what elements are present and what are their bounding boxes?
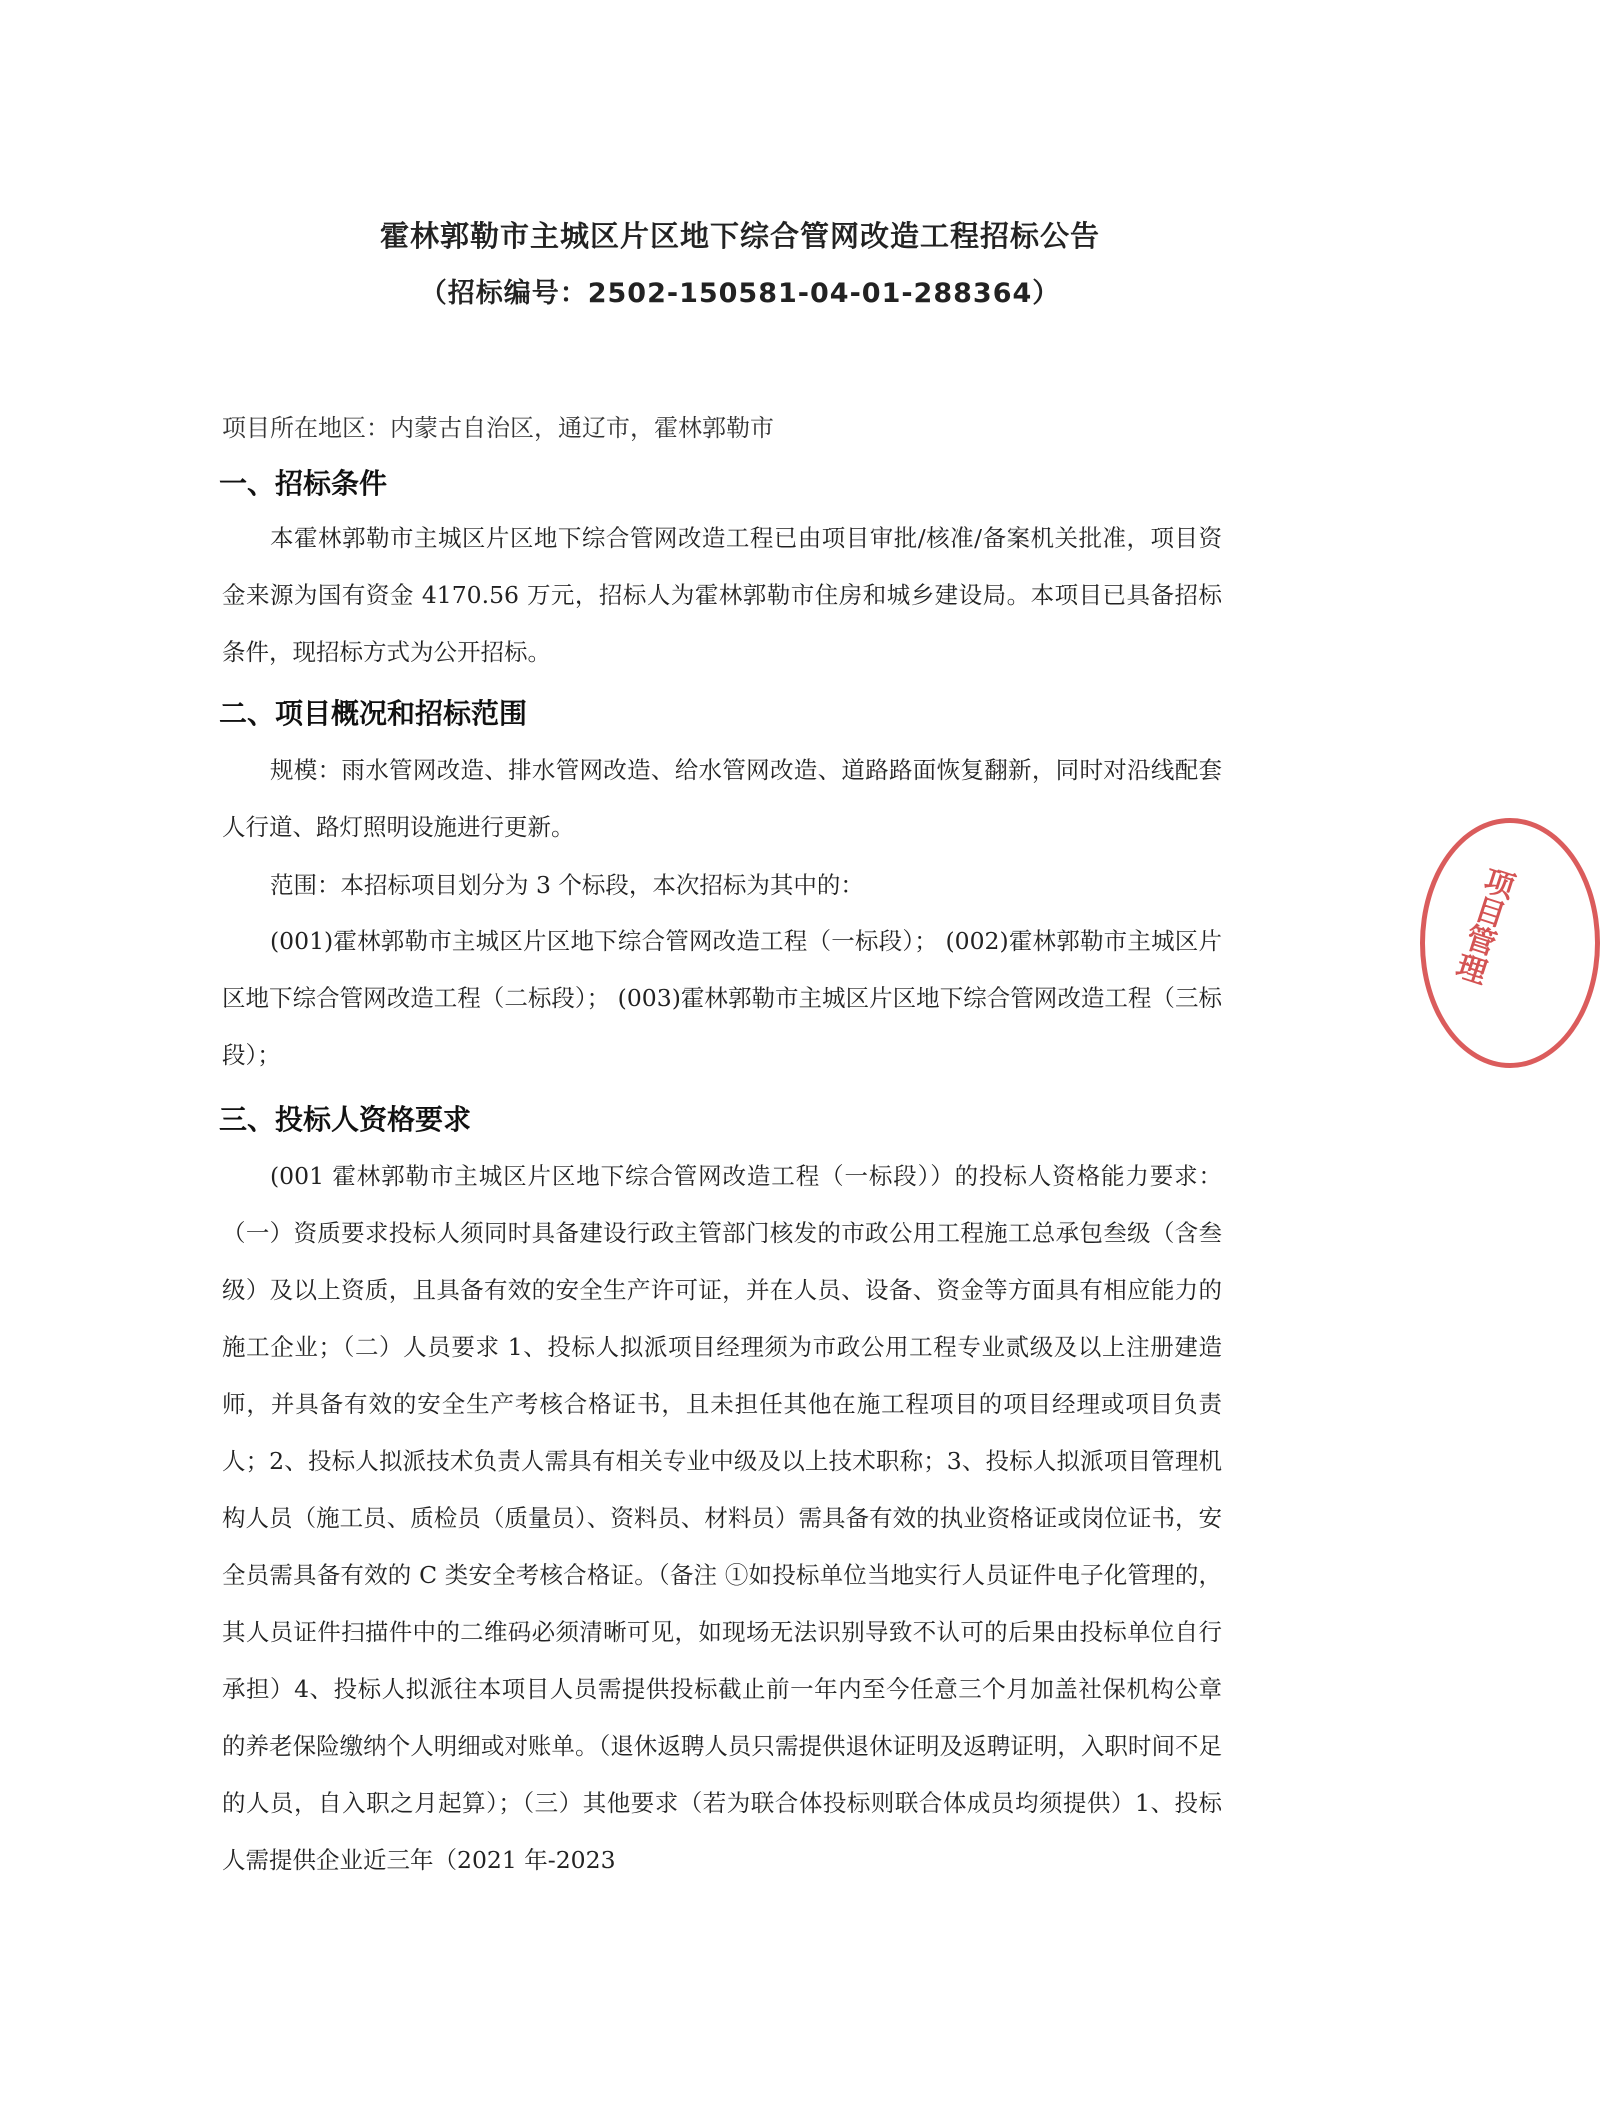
project-scope-paragraph: 范围：本招标项目划分为 3 个标段，本次招标为其中的： <box>270 871 864 899</box>
tender-number: （招标编号：2502-150581-04-01-288364） <box>419 278 1061 309</box>
project-region: 项目所在地区：内蒙古自治区，通辽市，霍林郭勒市 <box>222 414 774 442</box>
tender-conditions-paragraph: 本霍林郭勒市主城区片区地下综合管网改造工程已由项目审批/核准/备案机关批准，项目资金来源为国有资金 4170.56 万元，招标人为霍林郭勒市住房和城乡建设局。本项目已具备招标条件，现招标方式为公开招标。 <box>222 524 1222 666</box>
official-seal <box>1420 818 1600 1068</box>
seal-text: 项目管理 <box>1447 862 1518 988</box>
qualification-paragraph: (001 霍林郭勒市主城区片区地下综合管网改造工程（一标段））的投标人资格能力要求：（一）资质要求投标人须同时具备建设行政主管部门核发的市政公用工程施工总承包叁级（含叁级）及以上资质，且具备有效的安全生产许可证，并在人员、设备、资金等方面具有相应能力的施工企业；（二）人员要求 1、投标人拟派项目经理须为市政公用工程专业贰级及以上注册建造师，并具备有效的安全生产考核合格证书，且未担任其他在施工程项目的项目经理或项目负责人；2、投标人拟派技术负责人需具有相关专业中级及以上技术职称；3、投标人拟派项目管理机构人员（施工员、质检员（质量员）、资料员、材料员）需具备有效的执业资格证或岗位证书，安全员需具备有效的 C 类安全考核合格证。（备注 ①如投标单位当地实行人员证件电子化管理的，其人员证件扫描件中的二维码必须清晰可见，如现场无法识别导致不认可的后果由投标单位自行承担）4、投标人拟派往本项目人员需提供投标截止前一年内至今任意三个月加盖社保机构公章的养老保险缴纳个人明细或对账单。（退休返聘人员只需提供退休证明及返聘证明，入职时间不足的人员，自入职之月起算）；（三）其他要求（若为联合体投标则联合体成员均须提供）1、投标人需提供企业近三年（2021 年-2023 <box>222 1162 1222 1874</box>
lot-list-paragraph: (001)霍林郭勒市主城区片区地下综合管网改造工程（一标段）； (002)霍林郭勒市主城区片区地下综合管网改造工程（二标段）； (003)霍林郭勒市主城区片区地下综合管网改造工程（三标段）； <box>222 927 1222 1069</box>
section-heading-bidder-qualification: 三、投标人资格要求 <box>219 1103 472 1136</box>
section-heading-tender-conditions: 一、招标条件 <box>219 467 388 500</box>
section-heading-project-overview: 二、项目概况和招标范围 <box>219 697 528 730</box>
project-scale-paragraph: 规模：雨水管网改造、排水管网改造、给水管网改造、道路路面恢复翻新，同时对沿线配套人行道、路灯照明设施进行更新。 <box>222 756 1222 841</box>
document-title: 霍林郭勒市主城区片区地下综合管网改造工程招标公告 <box>379 219 1100 253</box>
